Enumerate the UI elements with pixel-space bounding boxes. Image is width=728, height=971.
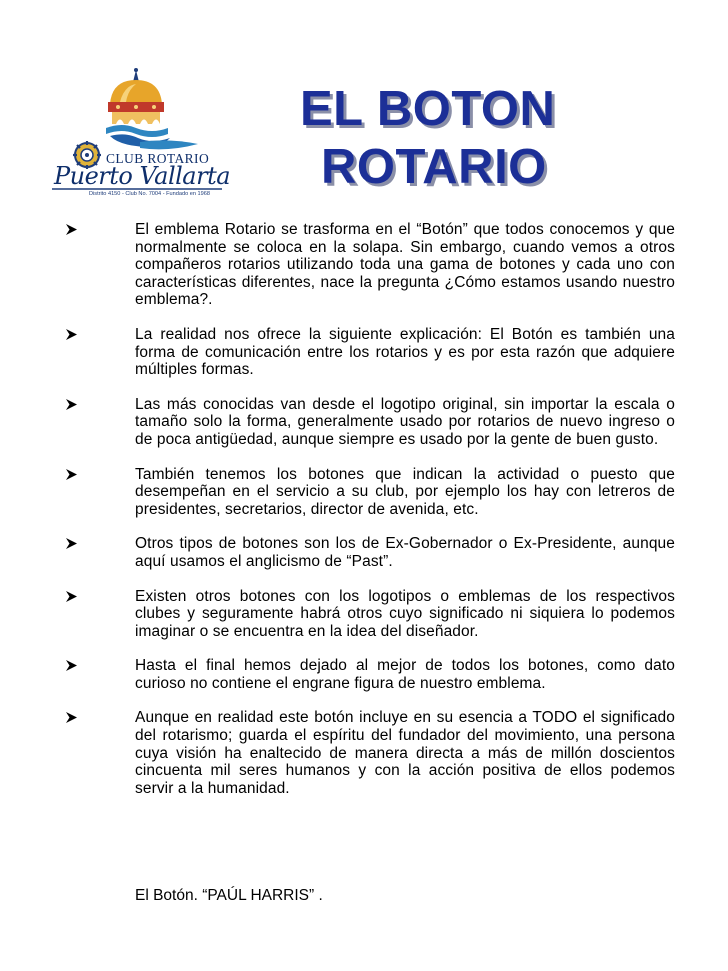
paragraph-text: También tenemos los botones que indican la actividad o puesto que desempeñan en el servicio a su club, por ejemplo los hay con letreros de presidentes, secretarios, director de avenida, etc.	[135, 465, 675, 518]
arrow-bullet-icon	[65, 398, 78, 411]
page-title	[300, 80, 630, 196]
arrow-bullet-icon	[65, 711, 78, 724]
list-item	[65, 466, 675, 519]
club-logo	[48, 62, 231, 202]
paragraph-text: Las más conocidas van desde el logotipo original, sin importar la escala o tamaño solo la forma, generalmente usado por rotarios de nuevo ingreso o de poca antigüedad, aunque siempre es usado por la gente de buen gusto.	[135, 395, 675, 448]
logo-club-name: CLUB ROTARIO	[106, 151, 210, 166]
logo-tagline: Distrito 4150 - Club No. 7004 - Fundado en 1968	[89, 191, 210, 197]
logo-city-name: Puerto Vallarta	[54, 162, 231, 190]
arrow-bullet-icon	[65, 328, 78, 341]
arrow-bullet-icon	[65, 468, 78, 481]
list-item	[65, 326, 675, 379]
closing-line: El Botón. “PAÚL HARRIS” .	[135, 887, 323, 904]
title-line-1: EL BOTON	[300, 82, 556, 136]
paragraph-text: El emblema Rotario se trasforma en el “Botón” que todos conocemos y que normalmente se coloca en la solapa. Sin embargo, cuando vemos a otros compañeros rotarios utilizando toda una gama de botones y cada uno con características diferentes, nace la pregunta ¿Cómo estamos usando nuestro emblema?.	[135, 221, 675, 309]
arrow-bullet-icon	[65, 659, 78, 672]
list-item	[65, 535, 675, 570]
list-item	[65, 709, 675, 797]
list-item	[65, 396, 675, 449]
paragraph-text: Aunque en realidad este botón incluye en su esencia a TODO el significado del rotarismo; guarda el espíritu del fundador del movimiento, una persona cuya visión ha enaltecido de manera directa a más de millón doscientos cincuenta mil seres humanos y con la acción positiva de ellos podemos servir a la humanidad.	[135, 709, 675, 797]
paragraph-text: Existen otros botones con los logotipos o emblemas de los respectivos clubes y seguramente habrá otros cuyo significado ni siquiera lo podemos imaginar o se encuentra en la idea del diseñador.	[135, 587, 675, 640]
list-item	[65, 588, 675, 641]
arrow-bullet-icon	[65, 537, 78, 550]
title-line-2: ROTARIO	[321, 140, 547, 194]
paragraph-list	[65, 221, 675, 814]
list-item	[65, 221, 675, 309]
arrow-bullet-icon	[65, 223, 78, 236]
paragraph-text: Otros tipos de botones son los de Ex-Gobernador o Ex-Presidente, aunque aquí usamos el anglicismo de “Past”.	[135, 535, 675, 570]
list-item	[65, 657, 675, 692]
arrow-bullet-icon	[65, 590, 78, 603]
paragraph-text: Hasta el final hemos dejado al mejor de todos los botones, como dato curioso no contiene el engrane figura de nuestro emblema.	[135, 657, 675, 692]
paragraph-text: La realidad nos ofrece la siguiente explicación: El Botón es también una forma de comunicación entre los rotarios y es por esta razón que adquiere múltiples formas.	[135, 325, 675, 379]
